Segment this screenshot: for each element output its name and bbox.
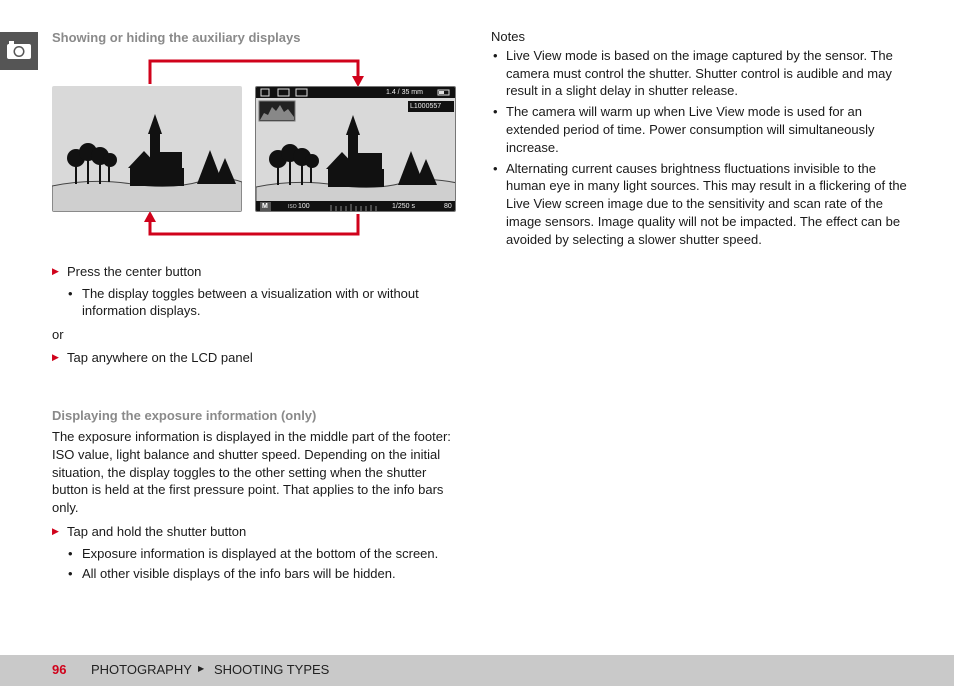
landscape-illustration bbox=[52, 86, 242, 212]
note-item: • Live View mode is based on the image captured by the sensor. The camera must control the shutter. Shutter control is audible and may result in a slight delay in shutter release. bbox=[493, 47, 893, 99]
camera-icon bbox=[6, 40, 32, 60]
bullet-icon: • bbox=[493, 104, 498, 120]
bullet-icon: • bbox=[68, 545, 73, 561]
note-item: • The camera will warm up when Live View mode is used for an extended period of time. Power consumption will simultaneously increase. bbox=[493, 104, 875, 155]
or-text: or bbox=[52, 326, 64, 342]
breadcrumb-shooting-types: SHOOTING TYPES bbox=[214, 662, 330, 677]
notes-title: Notes bbox=[491, 29, 525, 44]
screen-with-info bbox=[255, 86, 456, 212]
bullet-icon: • bbox=[493, 160, 498, 176]
lens-info: 1.4 / 35 mm bbox=[386, 89, 423, 96]
breadcrumb-separator-icon: ▶ bbox=[198, 664, 205, 673]
bullet-icon: • bbox=[68, 566, 73, 581]
remaining-shots: 80 bbox=[444, 203, 452, 210]
step-tap-lcd: ▶ Tap anywhere on the LCD panel bbox=[52, 350, 253, 365]
instructions-exposure bbox=[52, 523, 462, 583]
result-bullet: • All other visible displays of the info bars will be hidden. bbox=[68, 566, 396, 581]
exposure-paragraph: The exposure information is displayed in the middle part of the footer: ISO value, light balance and shutter speed. Depending on the initial situation, the display toggles to the other setting when the shutter button is held at the first pressure point. That applies to the info bars only. bbox=[52, 429, 451, 516]
result-bullet: • Exposure information is displayed at the bottom of the screen. bbox=[68, 545, 439, 561]
frame-number: L1000557 bbox=[410, 103, 442, 110]
breadcrumb-photography: PHOTOGRAPHY bbox=[91, 662, 192, 677]
result-bullet: • The display toggles between a visualization with or without information displays. bbox=[68, 285, 419, 318]
note-item: • Alternating current causes brightness fluctuations invisible to the human eye in many light sources. This may result in a flickering of the Live View screen image due to the sensitivity and scan rate of the image sensors. Image quality will not be impacted. The effect can be avoided by selecting a slower shutter speed. bbox=[493, 160, 907, 247]
page-footer bbox=[0, 655, 954, 686]
shutter-speed: 1/250 s bbox=[392, 203, 415, 210]
arrow-icon: ▶ bbox=[52, 266, 59, 276]
arrow-icon: ▶ bbox=[52, 526, 59, 536]
instructions-auxiliary bbox=[52, 263, 462, 367]
section-heading-auxiliary: Showing or hiding the auxiliary displays bbox=[52, 30, 301, 45]
step-hold-shutter: ▶ Tap and hold the shutter button bbox=[52, 524, 247, 539]
exposure-mode: M bbox=[262, 203, 268, 210]
iso-label: ISO bbox=[288, 204, 297, 210]
iso-value: 100 bbox=[298, 203, 310, 210]
section-heading-exposure: Displaying the exposure information (only) bbox=[52, 408, 317, 423]
chapter-tab bbox=[0, 32, 38, 70]
bullet-icon: • bbox=[68, 285, 73, 301]
arrow-icon: ▶ bbox=[52, 352, 59, 362]
notes-block bbox=[491, 28, 911, 252]
page-number: 96 bbox=[52, 662, 67, 677]
step-press-center: ▶ Press the center button bbox=[52, 264, 202, 279]
bullet-icon: • bbox=[493, 47, 498, 63]
display-toggle-figure bbox=[52, 56, 462, 242]
screen-without-info bbox=[52, 86, 242, 212]
